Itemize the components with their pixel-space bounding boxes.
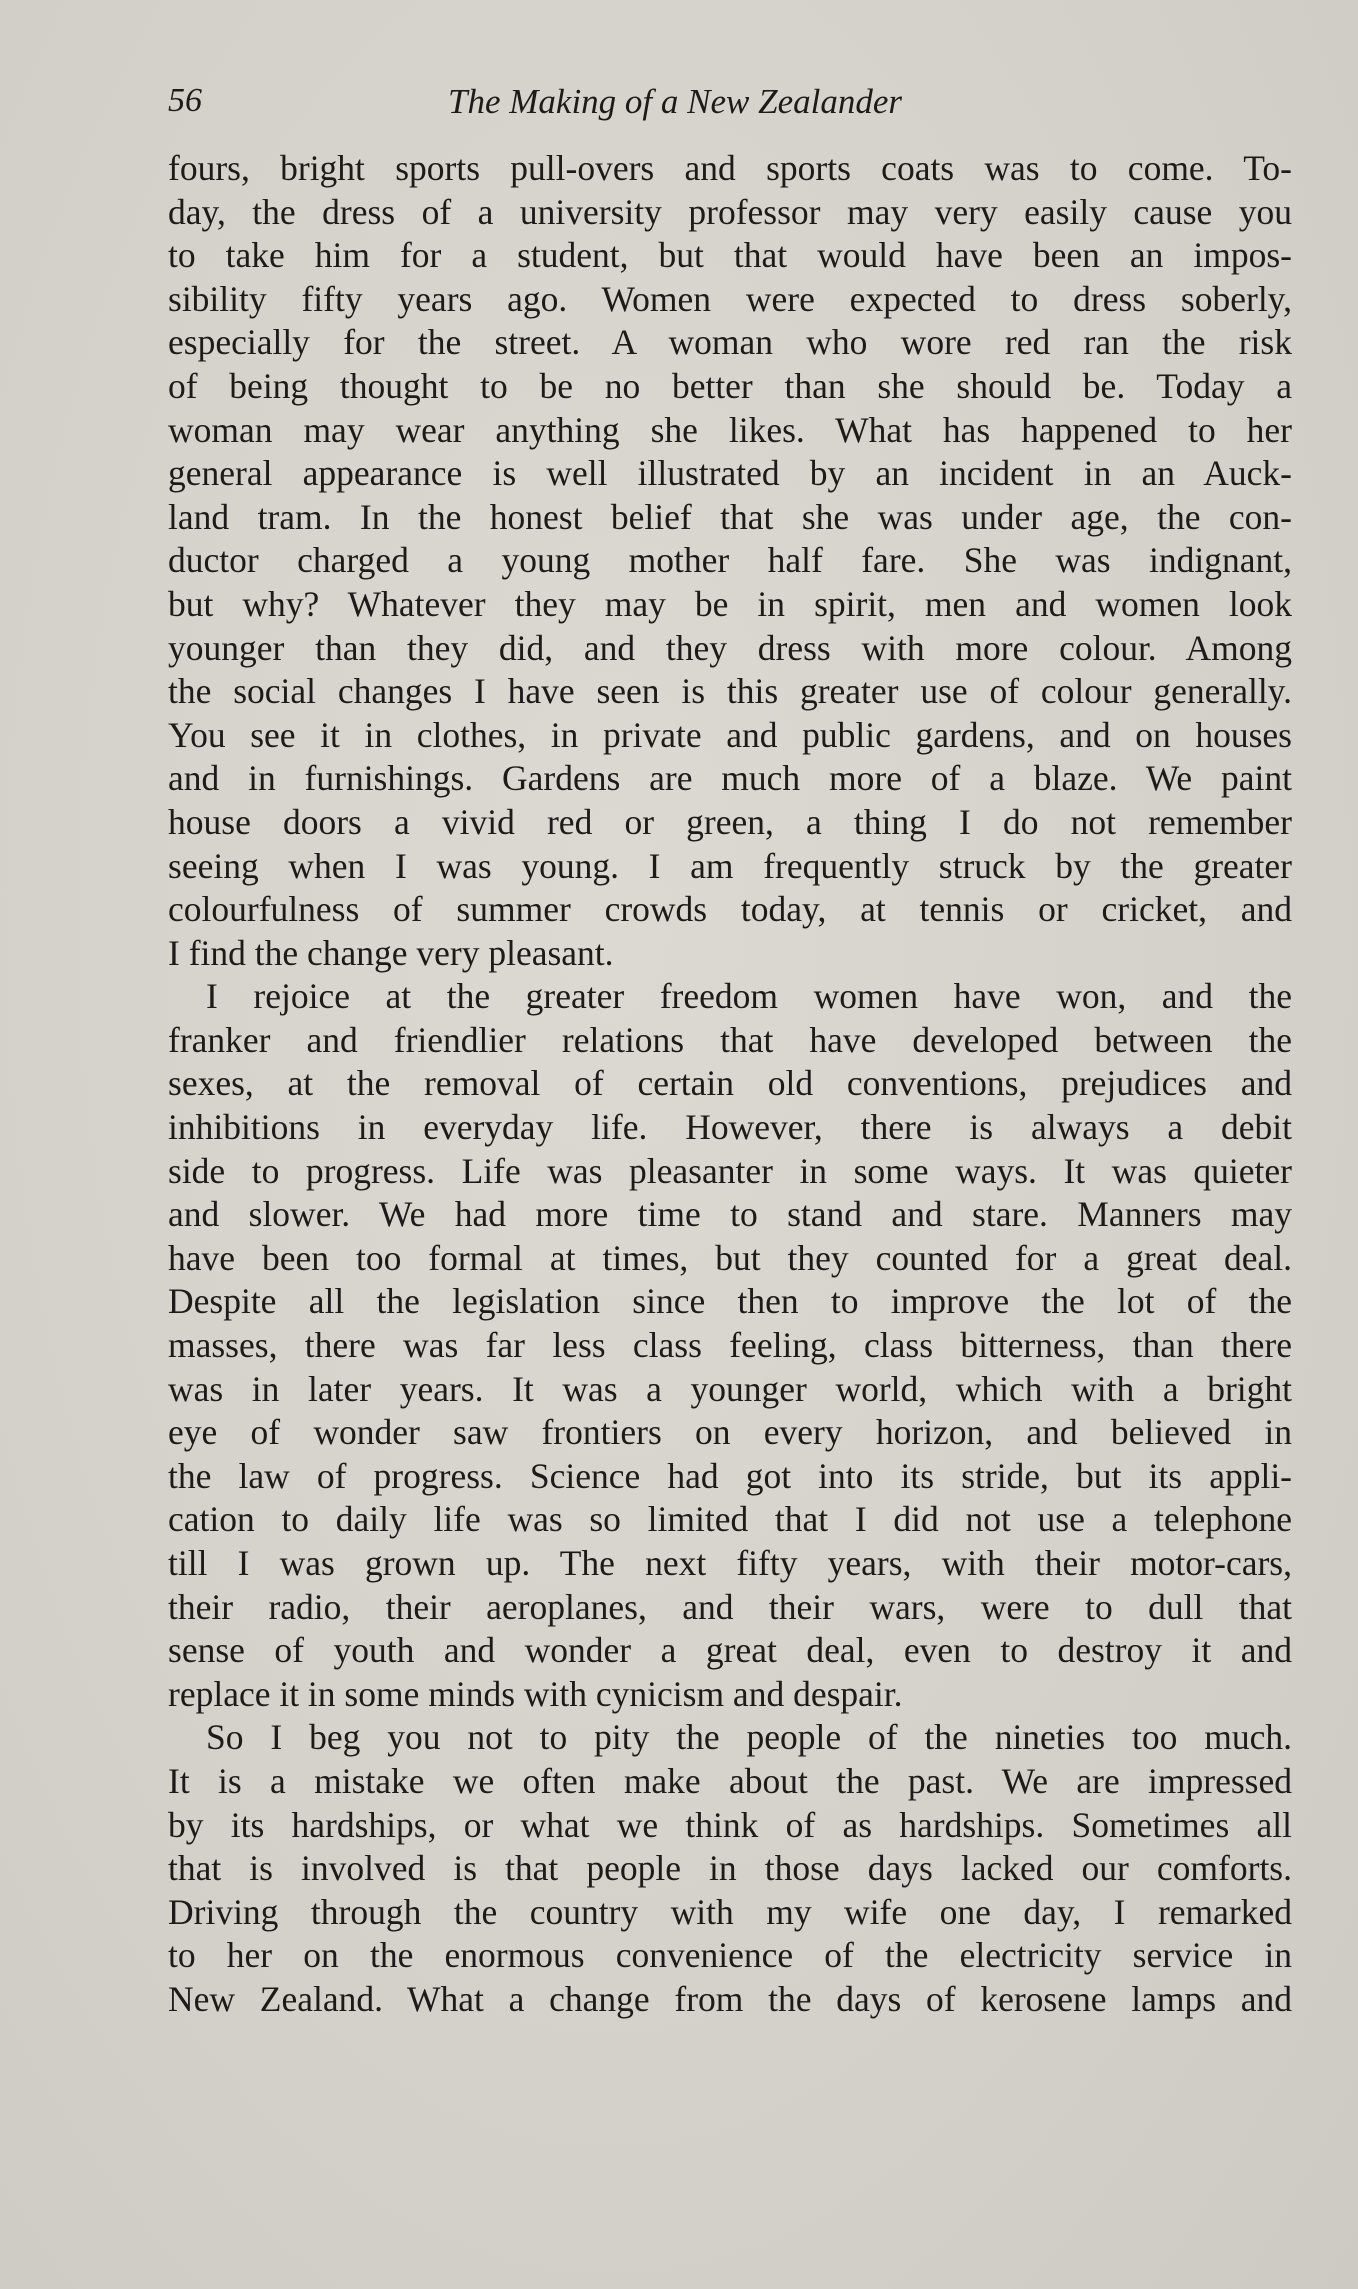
text-line: franker and friendlier relations that have developed between the xyxy=(168,1019,1292,1060)
text-line: inhibitions in everyday life. However, there is always a debit xyxy=(168,1107,1292,1148)
text-line: ductor charged a young mother half fare. She was indignant, xyxy=(168,540,1292,581)
text-line: was in later years. It was a younger world, which with a bright xyxy=(168,1368,1292,1409)
text-line: their radio, their aeroplanes, and their wars, were to dull that xyxy=(168,1586,1292,1627)
text-line: the law of progress. Science had got into its stride, but its appli- xyxy=(168,1455,1292,1496)
text-line: sibility fifty years ago. Women were expected to dress soberly, xyxy=(168,278,1292,319)
text-line: to take him for a student, but that would have been an impos- xyxy=(168,235,1292,276)
text-line: You see it in clothes, in private and public gardens, and on houses xyxy=(168,714,1292,755)
text-line: especially for the street. A woman who wore red ran the risk xyxy=(168,322,1292,363)
text-line: the social changes I have seen is this greater use of colour generally. xyxy=(168,671,1292,712)
text-line: but why? Whatever they may be in spirit, men and women look xyxy=(168,583,1292,624)
text-line: seeing when I was young. I am frequently struck by the greater xyxy=(168,845,1292,886)
text-line: Despite all the legislation since then to improve the lot of the xyxy=(168,1281,1292,1322)
body-text xyxy=(168,147,1292,2022)
text-line: fours, bright sports pull-overs and sports coats was to come. To- xyxy=(168,148,1292,188)
text-line: that is involved is that people in those days lacked our comforts. xyxy=(168,1848,1292,1889)
text-line: younger than they did, and they dress with more colour. Among xyxy=(168,627,1292,668)
text-line: till I was grown up. The next fifty years, with their motor-cars, xyxy=(168,1543,1292,1583)
text-line: sense of youth and wonder a great deal, even to destroy it and xyxy=(168,1630,1292,1671)
text-line: sexes, at the removal of certain old conventions, prejudices and xyxy=(168,1063,1292,1104)
running-title: The Making of a New Zealander xyxy=(448,82,902,121)
text-line: of being thought to be no better than she should be. Today a xyxy=(168,365,1292,406)
page-header xyxy=(168,82,1292,132)
page-number: 56 xyxy=(168,82,202,119)
text-line: cation to daily life was so limited that I did not use a telephone xyxy=(168,1499,1292,1540)
text-line: It is a mistake we often make about the past. We are impressed xyxy=(168,1760,1292,1801)
text-line: masses, there was far less class feeling, class bitterness, than there xyxy=(168,1325,1292,1366)
text-line: house doors a vivid red or green, a thing I do not remember xyxy=(168,801,1292,842)
text-line: I find the change very pleasant. xyxy=(168,932,614,973)
text-line: eye of wonder saw frontiers on every horizon, and believed in xyxy=(168,1412,1292,1453)
text-line: So I beg you not to pity the people of the nineties too much. xyxy=(206,1717,1292,1758)
text-line: I rejoice at the greater freedom women have won, and the xyxy=(206,976,1292,1017)
text-line: side to progress. Life was pleasanter in some ways. It was quieter xyxy=(168,1150,1292,1191)
text-line: general appearance is well illustrated by an incident in an Auck- xyxy=(168,453,1292,494)
text-line: and in furnishings. Gardens are much more of a blaze. We paint xyxy=(168,758,1292,799)
text-line: woman may wear anything she likes. What has happened to her xyxy=(168,409,1292,450)
text-line: replace it in some minds with cynicism and despair. xyxy=(168,1673,903,1714)
text-line: land tram. In the honest belief that she was under age, the con- xyxy=(168,496,1292,537)
text-line: have been too formal at times, but they counted for a great deal. xyxy=(168,1237,1292,1278)
text-line: day, the dress of a university professor may very easily cause you xyxy=(168,191,1292,232)
text-line: colourfulness of summer crowds today, at tennis or cricket, and xyxy=(168,889,1292,930)
text-line: New Zealand. What a change from the days of kerosene lamps and xyxy=(168,1978,1292,2019)
text-line: to her on the enormous convenience of the electricity service in xyxy=(168,1935,1292,1976)
text-line: Driving through the country with my wife one day, I remarked xyxy=(168,1891,1292,1932)
text-line: and slower. We had more time to stand and stare. Manners may xyxy=(168,1194,1292,1235)
text-line: by its hardships, or what we think of as hardships. Sometimes all xyxy=(168,1804,1292,1845)
